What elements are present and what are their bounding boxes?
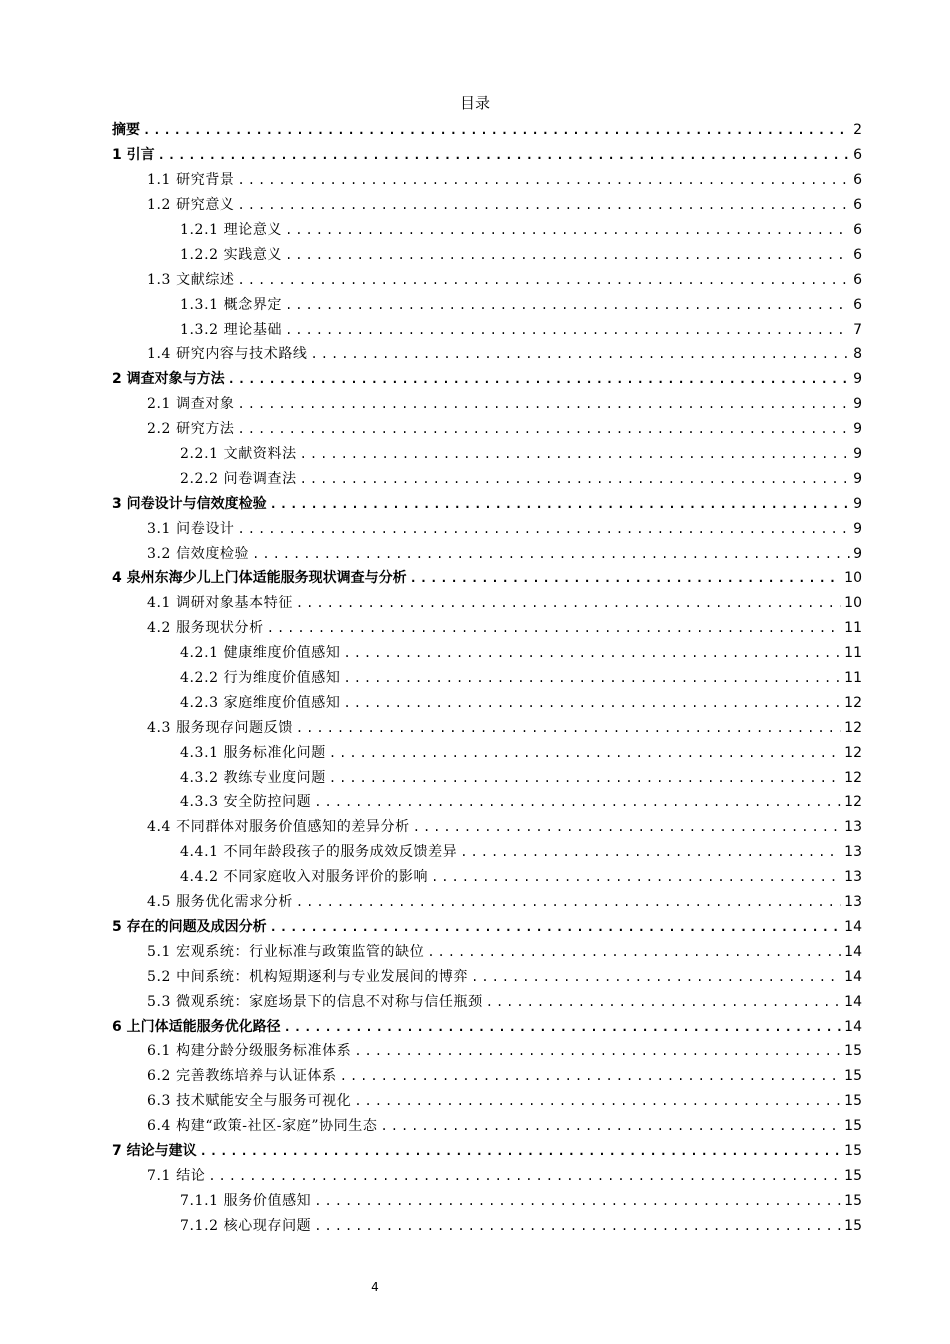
toc-entry-title: 1.1 研究背景 [147,172,235,189]
toc-entry-page: 14 [844,918,862,935]
toc-entry[interactable] [112,1139,862,1164]
dot-leader [296,594,841,612]
toc-entry-page: 6 [853,246,862,263]
dot-leader [285,221,850,239]
toc-entry-page: 8 [853,346,862,363]
toc-entry-page: 6 [853,172,862,189]
toc-entry-title: 4.5 服务优化需求分析 [147,894,293,911]
toc-entry-page: 15 [844,1142,862,1159]
toc-entry[interactable] [112,790,862,815]
toc-entry-title: 1.3.2 理论基础 [180,321,283,338]
toc-entry-title: 1.2.1 理论意义 [180,222,283,238]
toc-entry-page: 9 [853,520,862,537]
toc-entry-page: 10 [844,570,862,587]
toc-entry-page: 15 [844,1043,862,1060]
toc-entry-title: 7.1.1 服务价值感知 [180,1192,312,1209]
dot-leader [252,545,850,563]
dot-leader [314,793,841,811]
dot-leader [427,943,841,961]
page-number: 4 [371,1280,379,1294]
dot-leader [311,345,851,363]
toc-entry-title: 2.2.2 问卷调查法 [180,470,297,487]
dot-leader [143,121,850,139]
toc-entry-title: 4 泉州东海少儿上门体适能服务现状调查与分析 [112,570,407,587]
dot-leader [300,470,850,488]
toc-entry[interactable] [112,367,862,392]
dot-leader [381,1117,842,1135]
toc-entry-page: 12 [844,694,862,711]
toc-entry-page: 15 [844,1217,862,1234]
dot-leader [486,993,841,1011]
toc-entry[interactable] [112,989,862,1014]
toc-entry-title: 4.4.1 不同年龄段孩子的服务成效反馈差异 [180,844,458,861]
toc-entry[interactable] [112,267,862,292]
toc-entry-page: 6 [853,197,862,214]
toc-entry-page: 15 [844,1167,862,1184]
dot-leader [270,918,842,936]
toc-entry-page: 9 [853,495,862,512]
toc-entry-title: 2.2 研究方法 [147,421,235,438]
toc-entry[interactable] [112,292,862,317]
toc-entry-title: 2 调查对象与方法 [112,371,225,388]
dot-leader [410,569,842,587]
toc-entry-title: 1.3 文献综述 [147,271,235,288]
toc-entry[interactable] [112,218,862,243]
dot-leader [238,420,851,438]
toc-entry-title: 5.2 中间系统：机构短期逐利与专业发展间的博弈 [147,968,469,985]
toc-entry[interactable] [112,466,862,491]
toc-entry[interactable] [112,516,862,541]
toc-entry-page: 9 [853,421,862,438]
toc-entry-title: 4.1 调研对象基本特征 [147,595,293,612]
toc-entry[interactable] [112,417,862,442]
toc-entry-title: 1 引言 [112,147,155,164]
toc-entry[interactable] [112,865,862,890]
toc-entry-title: 6.3 技术赋能安全与服务可视化 [147,1093,352,1110]
toc-entry[interactable] [112,242,862,267]
toc-entry-title: 4.3.3 安全防控问题 [180,794,312,811]
toc-entry[interactable] [112,1163,862,1188]
dot-leader [431,868,841,886]
toc-entry[interactable] [112,1014,862,1039]
dot-leader [285,321,850,339]
toc-entry-title: 3.2 信效度检验 [147,545,250,562]
dot-leader [158,146,850,164]
dot-leader [343,644,841,662]
toc-entry-title: 1.4 研究内容与技术路线 [147,346,308,363]
toc-entry[interactable] [112,715,862,740]
toc-entry[interactable] [112,193,862,218]
toc-entry-page: 15 [844,1118,862,1135]
toc-entry-page: 9 [853,470,862,487]
toc-entry-title: 2.2.1 文献资料法 [180,446,297,463]
toc-entry-title: 7.1.2 核心现存问题 [180,1217,312,1234]
toc-title: 目录 [459,94,490,112]
toc-entry-title: 7 结论与建议 [112,1142,197,1159]
toc-entry[interactable] [112,815,862,840]
toc-entry[interactable] [112,765,862,790]
toc-entry-page: 13 [844,844,862,861]
toc-entry-title: 4.4.2 不同家庭收入对服务评价的影响 [180,869,429,886]
toc-entry[interactable] [112,840,862,865]
toc-entry-title: 5 存在的问题及成因分析 [112,918,267,935]
toc-entry-page: 13 [844,819,862,836]
toc-entry-title: 7.1 结论 [147,1167,206,1184]
toc-entry[interactable] [112,566,862,591]
dot-leader [314,1192,841,1210]
toc-entry[interactable] [112,939,862,964]
toc-entry[interactable] [112,1213,862,1238]
toc-entry-page: 10 [844,595,862,612]
dot-leader [296,719,841,737]
toc-entry-title: 4.3 服务现存问题反馈 [147,719,293,736]
toc-entry[interactable] [112,964,862,989]
toc-entry-title: 摘要 [112,122,140,139]
toc-entry[interactable] [112,666,862,691]
toc-entry-title: 1.3.1 概念界定 [180,296,283,313]
toc-entry-page: 12 [844,719,862,736]
toc-entry-page: 6 [853,271,862,288]
toc-entry-page: 6 [853,222,862,238]
toc-entry-page: 14 [844,1018,862,1035]
toc-entry-page: 9 [853,371,862,388]
toc-entry-page: 9 [853,545,862,562]
table-of-contents [112,118,862,1238]
dot-leader [329,769,841,787]
toc-entry-title: 6.1 构建分龄分级服务标准体系 [147,1043,352,1060]
toc-entry-page: 13 [844,894,862,911]
toc-entry-page: 12 [844,794,862,811]
toc-entry-page: 9 [853,396,862,413]
toc-entry[interactable] [112,168,862,193]
toc-entry-page: 12 [844,744,862,761]
toc-entry-page: 12 [844,769,862,786]
dot-leader [200,1142,842,1160]
toc-entry-page: 9 [853,446,862,463]
toc-entry-title: 4.2.3 家庭维度价值感知 [180,694,341,711]
dot-leader [354,1092,841,1110]
toc-entry[interactable] [112,740,862,765]
toc-entry-page: 11 [844,670,862,687]
dot-leader [238,171,851,189]
toc-entry-title: 3 问卷设计与信效度检验 [112,495,267,512]
dot-leader [267,619,841,637]
toc-entry[interactable] [112,591,862,616]
dot-leader [270,495,850,513]
dot-leader [314,1217,841,1235]
dot-leader [340,1067,841,1085]
toc-entry-page: 14 [844,943,862,960]
dot-leader [238,196,851,214]
toc-entry-page: 11 [844,620,862,637]
dot-leader [228,370,850,388]
toc-entry[interactable] [112,1064,862,1089]
toc-entry-title: 4.2 服务现状分析 [147,620,264,637]
dot-leader [343,669,841,687]
dot-leader [460,843,841,861]
dot-leader [238,520,851,538]
toc-entry[interactable] [112,1114,862,1139]
dot-leader [329,744,841,762]
toc-entry-title: 4.2.2 行为维度价值感知 [180,670,341,687]
toc-entry[interactable] [112,541,862,566]
toc-entry[interactable] [112,915,862,940]
toc-entry-page: 13 [844,869,862,886]
toc-entry-page: 2 [853,122,862,139]
toc-entry-page: 15 [844,1093,862,1110]
toc-entry[interactable] [112,143,862,168]
toc-entry[interactable] [112,491,862,516]
dot-leader [354,1042,841,1060]
toc-entry[interactable] [112,1188,862,1213]
toc-entry[interactable] [112,442,862,467]
toc-entry-title: 4.3.1 服务标准化问题 [180,744,326,761]
toc-entry-page: 15 [844,1192,862,1209]
toc-entry[interactable] [112,641,862,666]
dot-leader [238,395,851,413]
toc-entry[interactable] [112,890,862,915]
dot-leader [238,271,851,289]
dot-leader [296,893,841,911]
toc-entry[interactable] [112,1039,862,1064]
toc-entry-title: 4.2.1 健康维度价值感知 [180,645,341,662]
toc-entry[interactable] [112,392,862,417]
dot-leader [285,296,850,314]
toc-entry-title: 1.2.2 实践意义 [180,246,283,263]
toc-entry-title: 6 上门体适能服务优化路径 [112,1018,281,1035]
toc-entry-page: 6 [853,147,862,164]
toc-entry-title: 6.4 构建“政策-社区-家庭”协同生态 [147,1118,378,1135]
toc-entry-page: 6 [853,296,862,313]
toc-entry-page: 14 [844,993,862,1010]
toc-entry-title: 1.2 研究意义 [147,197,235,214]
toc-entry[interactable] [112,616,862,641]
toc-entry-title: 5.3 微观系统：家庭场景下的信息不对称与信任瓶颈 [147,993,483,1010]
toc-entry-page: 14 [844,968,862,985]
toc-entry[interactable] [112,342,862,367]
dot-leader [284,1018,842,1036]
toc-entry-page: 15 [844,1068,862,1085]
toc-entry-title: 4.3.2 教练专业度问题 [180,769,326,786]
dot-leader [471,968,841,986]
toc-entry-page: 7 [853,321,862,338]
toc-entry[interactable] [112,1089,862,1114]
dot-leader [343,694,841,712]
dot-leader [208,1167,841,1185]
dot-leader [300,445,850,463]
toc-entry-title: 3.1 问卷设计 [147,520,235,537]
toc-entry-page: 11 [844,645,862,662]
toc-entry-title: 2.1 调查对象 [147,396,235,413]
toc-entry-title: 5.1 宏观系统：行业标准与政策监管的缺位 [147,943,425,960]
toc-entry-title: 4.4 不同群体对服务价值感知的差异分析 [147,819,410,836]
toc-entry[interactable] [112,690,862,715]
toc-entry-title: 6.2 完善教练培养与认证体系 [147,1068,337,1085]
toc-entry[interactable] [112,317,862,342]
dot-leader [413,818,841,836]
dot-leader [285,246,850,264]
toc-entry[interactable] [112,118,862,143]
